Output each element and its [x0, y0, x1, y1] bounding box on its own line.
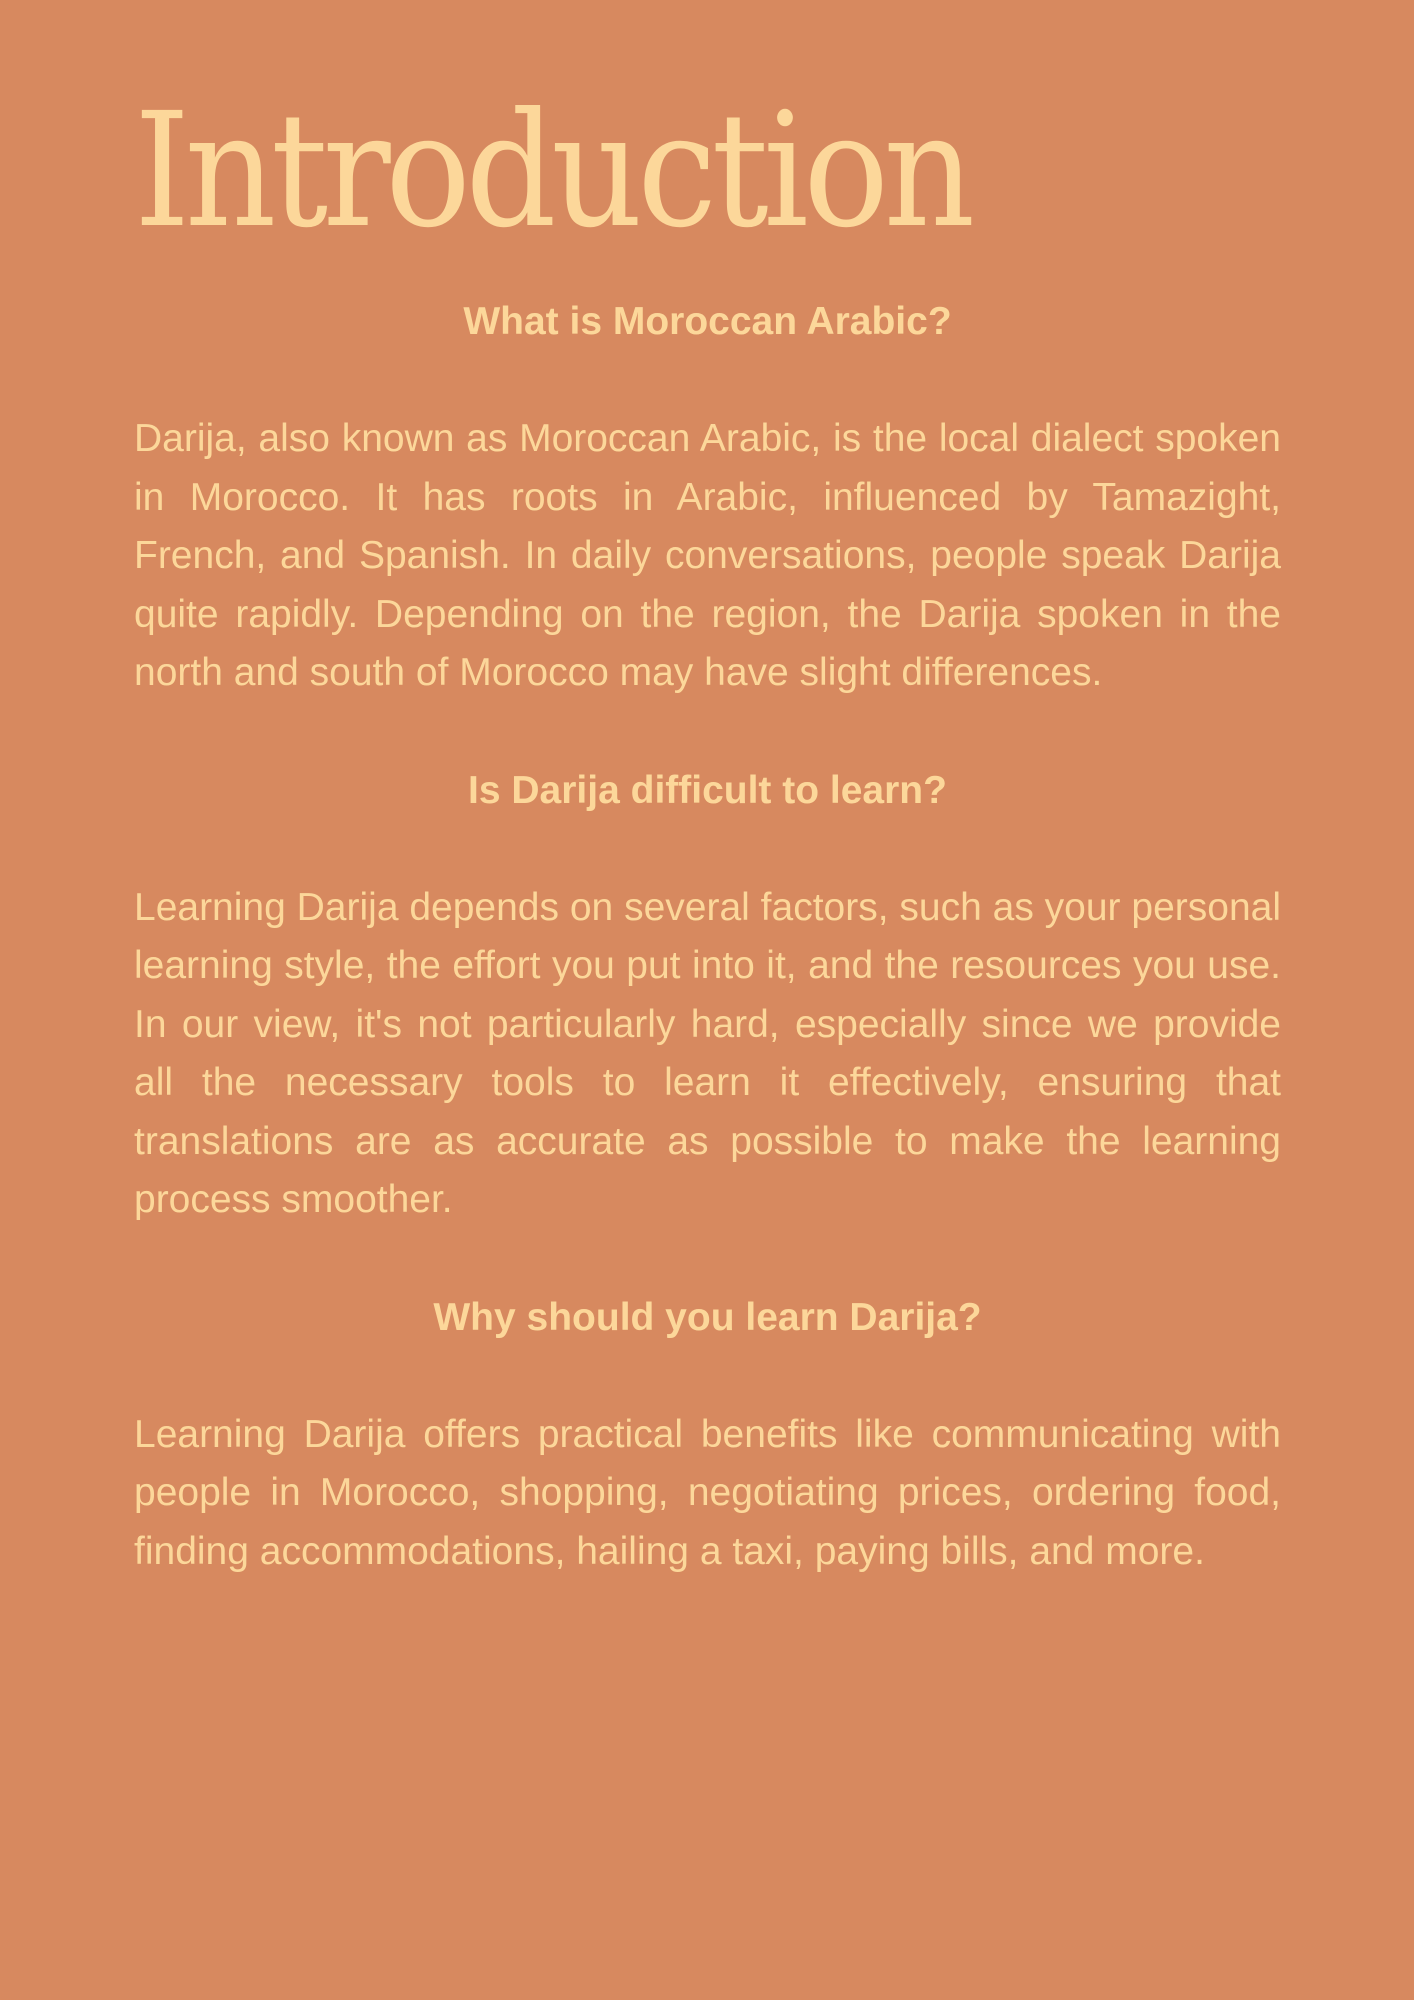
section-heading: Is Darija difficult to learn?	[468, 768, 947, 812]
content	[134, 297, 1281, 1581]
section-heading: Why should you learn Darija?	[433, 1295, 982, 1339]
section-why-learn-darija	[134, 1293, 1281, 1582]
section-paragraph: Darija, also known as Moroccan Arabic, is the local dialect spoken in Morocco. It has roots in Arabic, influenced by Tamazight, French, and Spanish. In daily conversations, people speak Darija quite rapidly. Depending on the region, the Darija spoken in the north and south of Morocco may have slight differences.	[134, 417, 1281, 694]
section-what-is-moroccan-arabic	[134, 297, 1281, 703]
section-paragraph: Learning Darija depends on several factors, such as your personal learning style, the effort you put into it, and the resources you use. In our view, it's not particularly hard, especially since we provide all the necessary tools to learn it effectively, ensuring that translations are as accurate as possible to make the learning process smoother.	[134, 885, 1281, 1221]
section-is-darija-difficult	[134, 766, 1281, 1230]
section-heading: What is Moroccan Arabic?	[463, 300, 952, 343]
page-title: Introduction	[134, 79, 970, 263]
section-paragraph: Learning Darija offers practical benefits like communicating with people in Morocco, shopping, negotiating prices, ordering food, finding accommodations, hailing a taxi, paying bills, and more.	[134, 1412, 1281, 1573]
